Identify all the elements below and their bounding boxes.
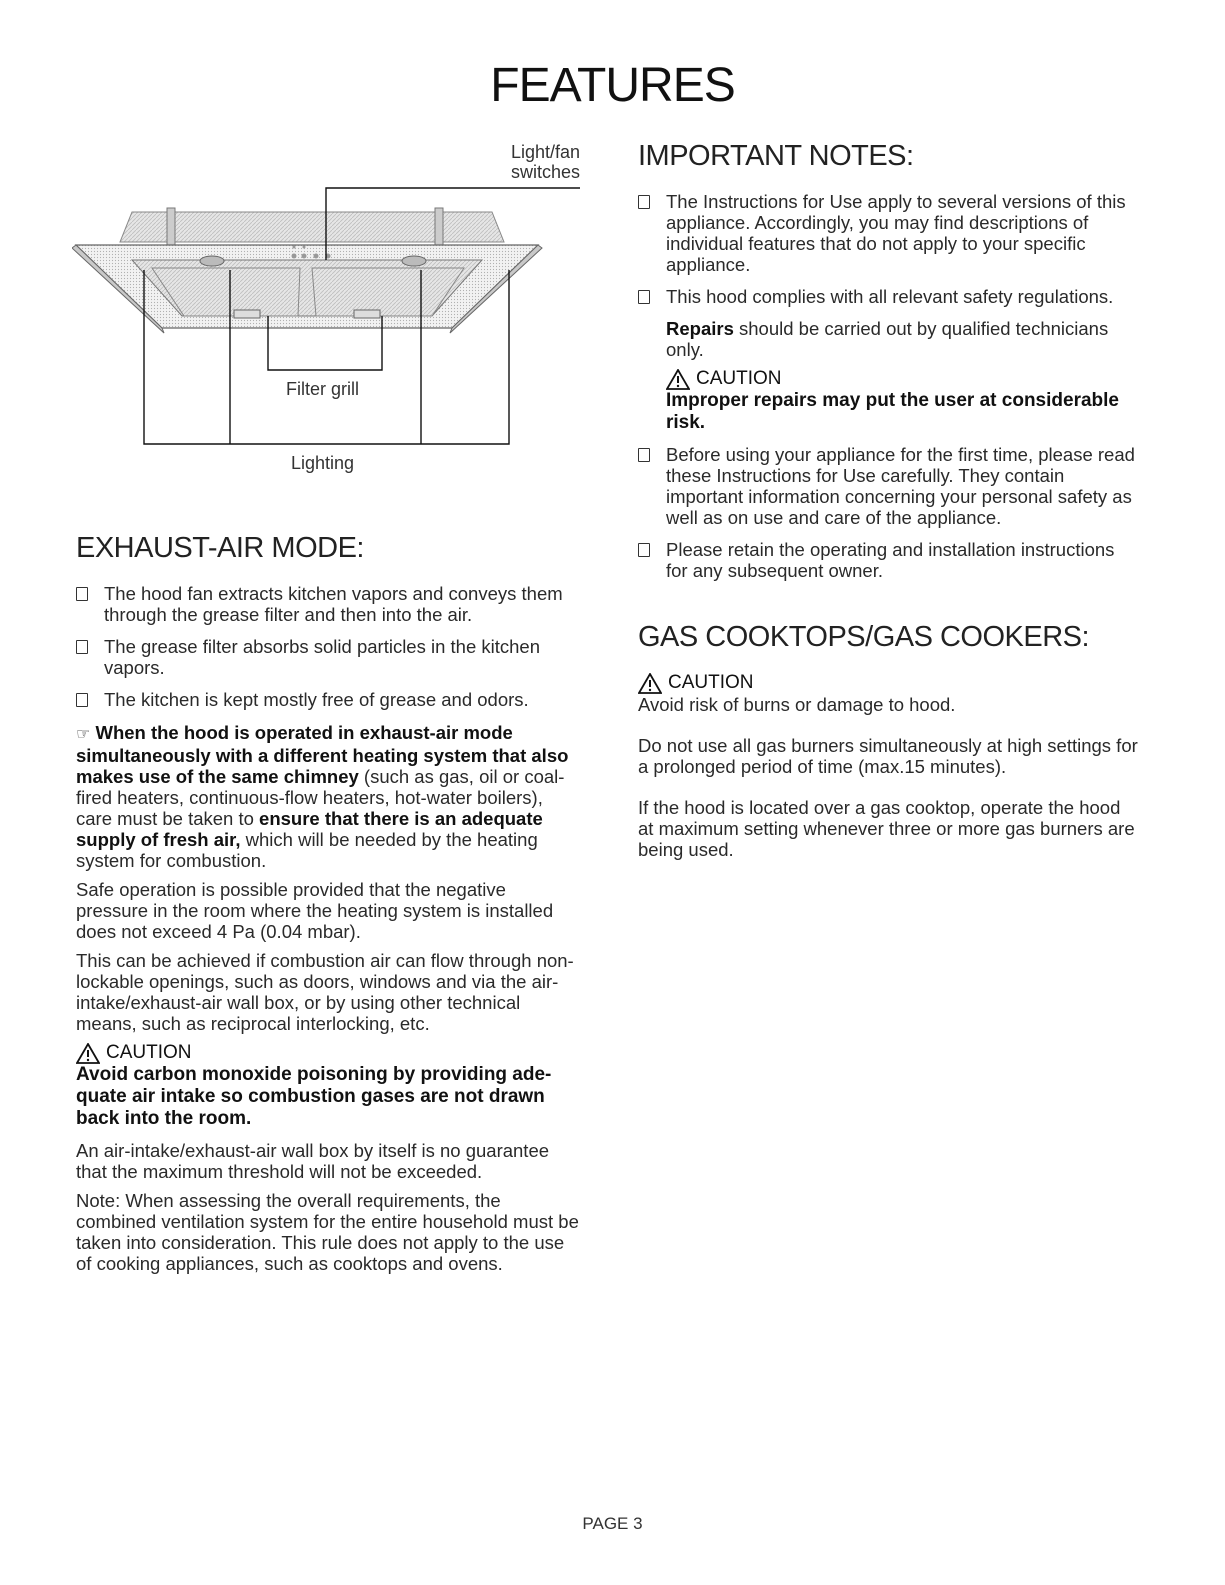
- checkbox-icon: [638, 543, 650, 557]
- lighting-label: Lighting: [291, 453, 355, 473]
- gas-heading: GAS COOKTOPS/GAS COOKERS:: [638, 621, 1090, 653]
- switches-label-line1: Light/fan: [510, 142, 580, 162]
- filter-grill-label: Filter grill: [286, 379, 360, 399]
- safe-operation-paragraph: Safe operation is possible provided that the negative pressure in the room where the heating system is installed does not exceed 4 Pa (0.04 mbar).: [76, 879, 554, 942]
- exhaust-bullet-3: The kitchen is kept mostly free of grease and odors.: [76, 689, 581, 710]
- caution-heading: CAUTION: [76, 1042, 581, 1064]
- range-hood-illustration: [72, 130, 592, 490]
- page-number: PAGE 3: [582, 1514, 643, 1533]
- checkbox-icon: [76, 693, 88, 707]
- checkbox-icon: [638, 290, 650, 304]
- carbon-monoxide-warning: Avoid carbon monoxide poisoning by providing ade-quate air intake so combustion gases are not drawn back into the room.: [76, 1064, 552, 1129]
- notes-bullet-2: This hood complies with all relevant safety regulations.: [638, 286, 1138, 307]
- caution-heading: CAUTION: [666, 368, 1138, 390]
- burns-warning: Avoid risk of burns or damage to hood.: [638, 694, 956, 715]
- checkbox-icon: [638, 448, 650, 462]
- gas-cooktop-paragraph: If the hood is located over a gas cooktop, operate the hood at maximum setting whenever three or more gas burners are being used.: [638, 797, 1135, 860]
- pointing-hand-icon: ☞: [76, 726, 91, 743]
- exhaust-section: [76, 532, 581, 1282]
- improper-repairs-warning: Improper repairs may put the user at considerable risk.: [666, 390, 1119, 433]
- switches-label: [502, 142, 580, 182]
- ventilation-note: Note: When assessing the overall requirements, the combined ventilation system for the entire household must be taken into consideration. This rule does not apply to the use of cooking appliances, such as cooktops and ovens.: [76, 1190, 579, 1274]
- checkbox-icon: [76, 640, 88, 654]
- exhaust-bullet-2: The grease filter absorbs solid particles in the kitchen vapors.: [76, 636, 581, 678]
- checkbox-icon: [638, 195, 650, 209]
- warning-triangle-icon: [638, 673, 662, 694]
- exhaust-bullet-1: The hood fan extracts kitchen vapors and conveys them through the grease filter and then into the air.: [76, 583, 581, 625]
- important-notes-section: [638, 140, 1138, 868]
- warning-triangle-icon: [76, 1043, 100, 1064]
- chimney-note: ☞ When the hood is operated in exhaust-air mode simultaneously with a different heating system that also makes use of the same chimney (such as gas, oil or coal-fired heaters, continuous-flow heaters, hot-water boilers), care must be taken to ensure that there is an adequate supply of fresh air, which will be needed by the heating system for combustion.: [76, 722, 569, 871]
- notes-bullet-4: Please retain the operating and installation instructions for any subsequent owner.: [638, 539, 1138, 581]
- wall-box-paragraph: An air-intake/exhaust-air wall box by itself is no guarantee that the maximum threshold will not be exceeded.: [76, 1140, 550, 1182]
- page-title: FEATURES: [490, 59, 735, 112]
- notes-heading: IMPORTANT NOTES:: [638, 140, 914, 172]
- hood-diagram: [72, 130, 592, 490]
- checkbox-icon: [76, 587, 88, 601]
- repairs-paragraph: Repairs should be carried out by qualified technicians only.: [666, 318, 1109, 360]
- notes-bullet-1: The Instructions for Use apply to several versions of this appliance. Accordingly, you may find descriptions of individual features that do not apply to your specific appliance.: [638, 191, 1138, 275]
- exhaust-heading: EXHAUST-AIR MODE:: [76, 532, 364, 564]
- combustion-air-paragraph: This can be achieved if combustion air can flow through non-lockable openings, such as doors, windows and via the air-intake/exhaust-air wall box, or by using other technical means, such as reciprocal interlocking, etc.: [76, 950, 574, 1034]
- gas-burners-paragraph: Do not use all gas burners simultaneously at high settings for a prolonged period of time (max.15 minutes).: [638, 735, 1138, 777]
- switches-label-line2: switches: [510, 162, 580, 182]
- caution-heading: CAUTION: [638, 672, 1138, 694]
- notes-bullet-3: Before using your appliance for the first time, please read these Instructions for Use carefully. They contain important information concerning your personal safety as well as on use and care of the appliance.: [638, 444, 1138, 528]
- warning-triangle-icon: [666, 369, 690, 390]
